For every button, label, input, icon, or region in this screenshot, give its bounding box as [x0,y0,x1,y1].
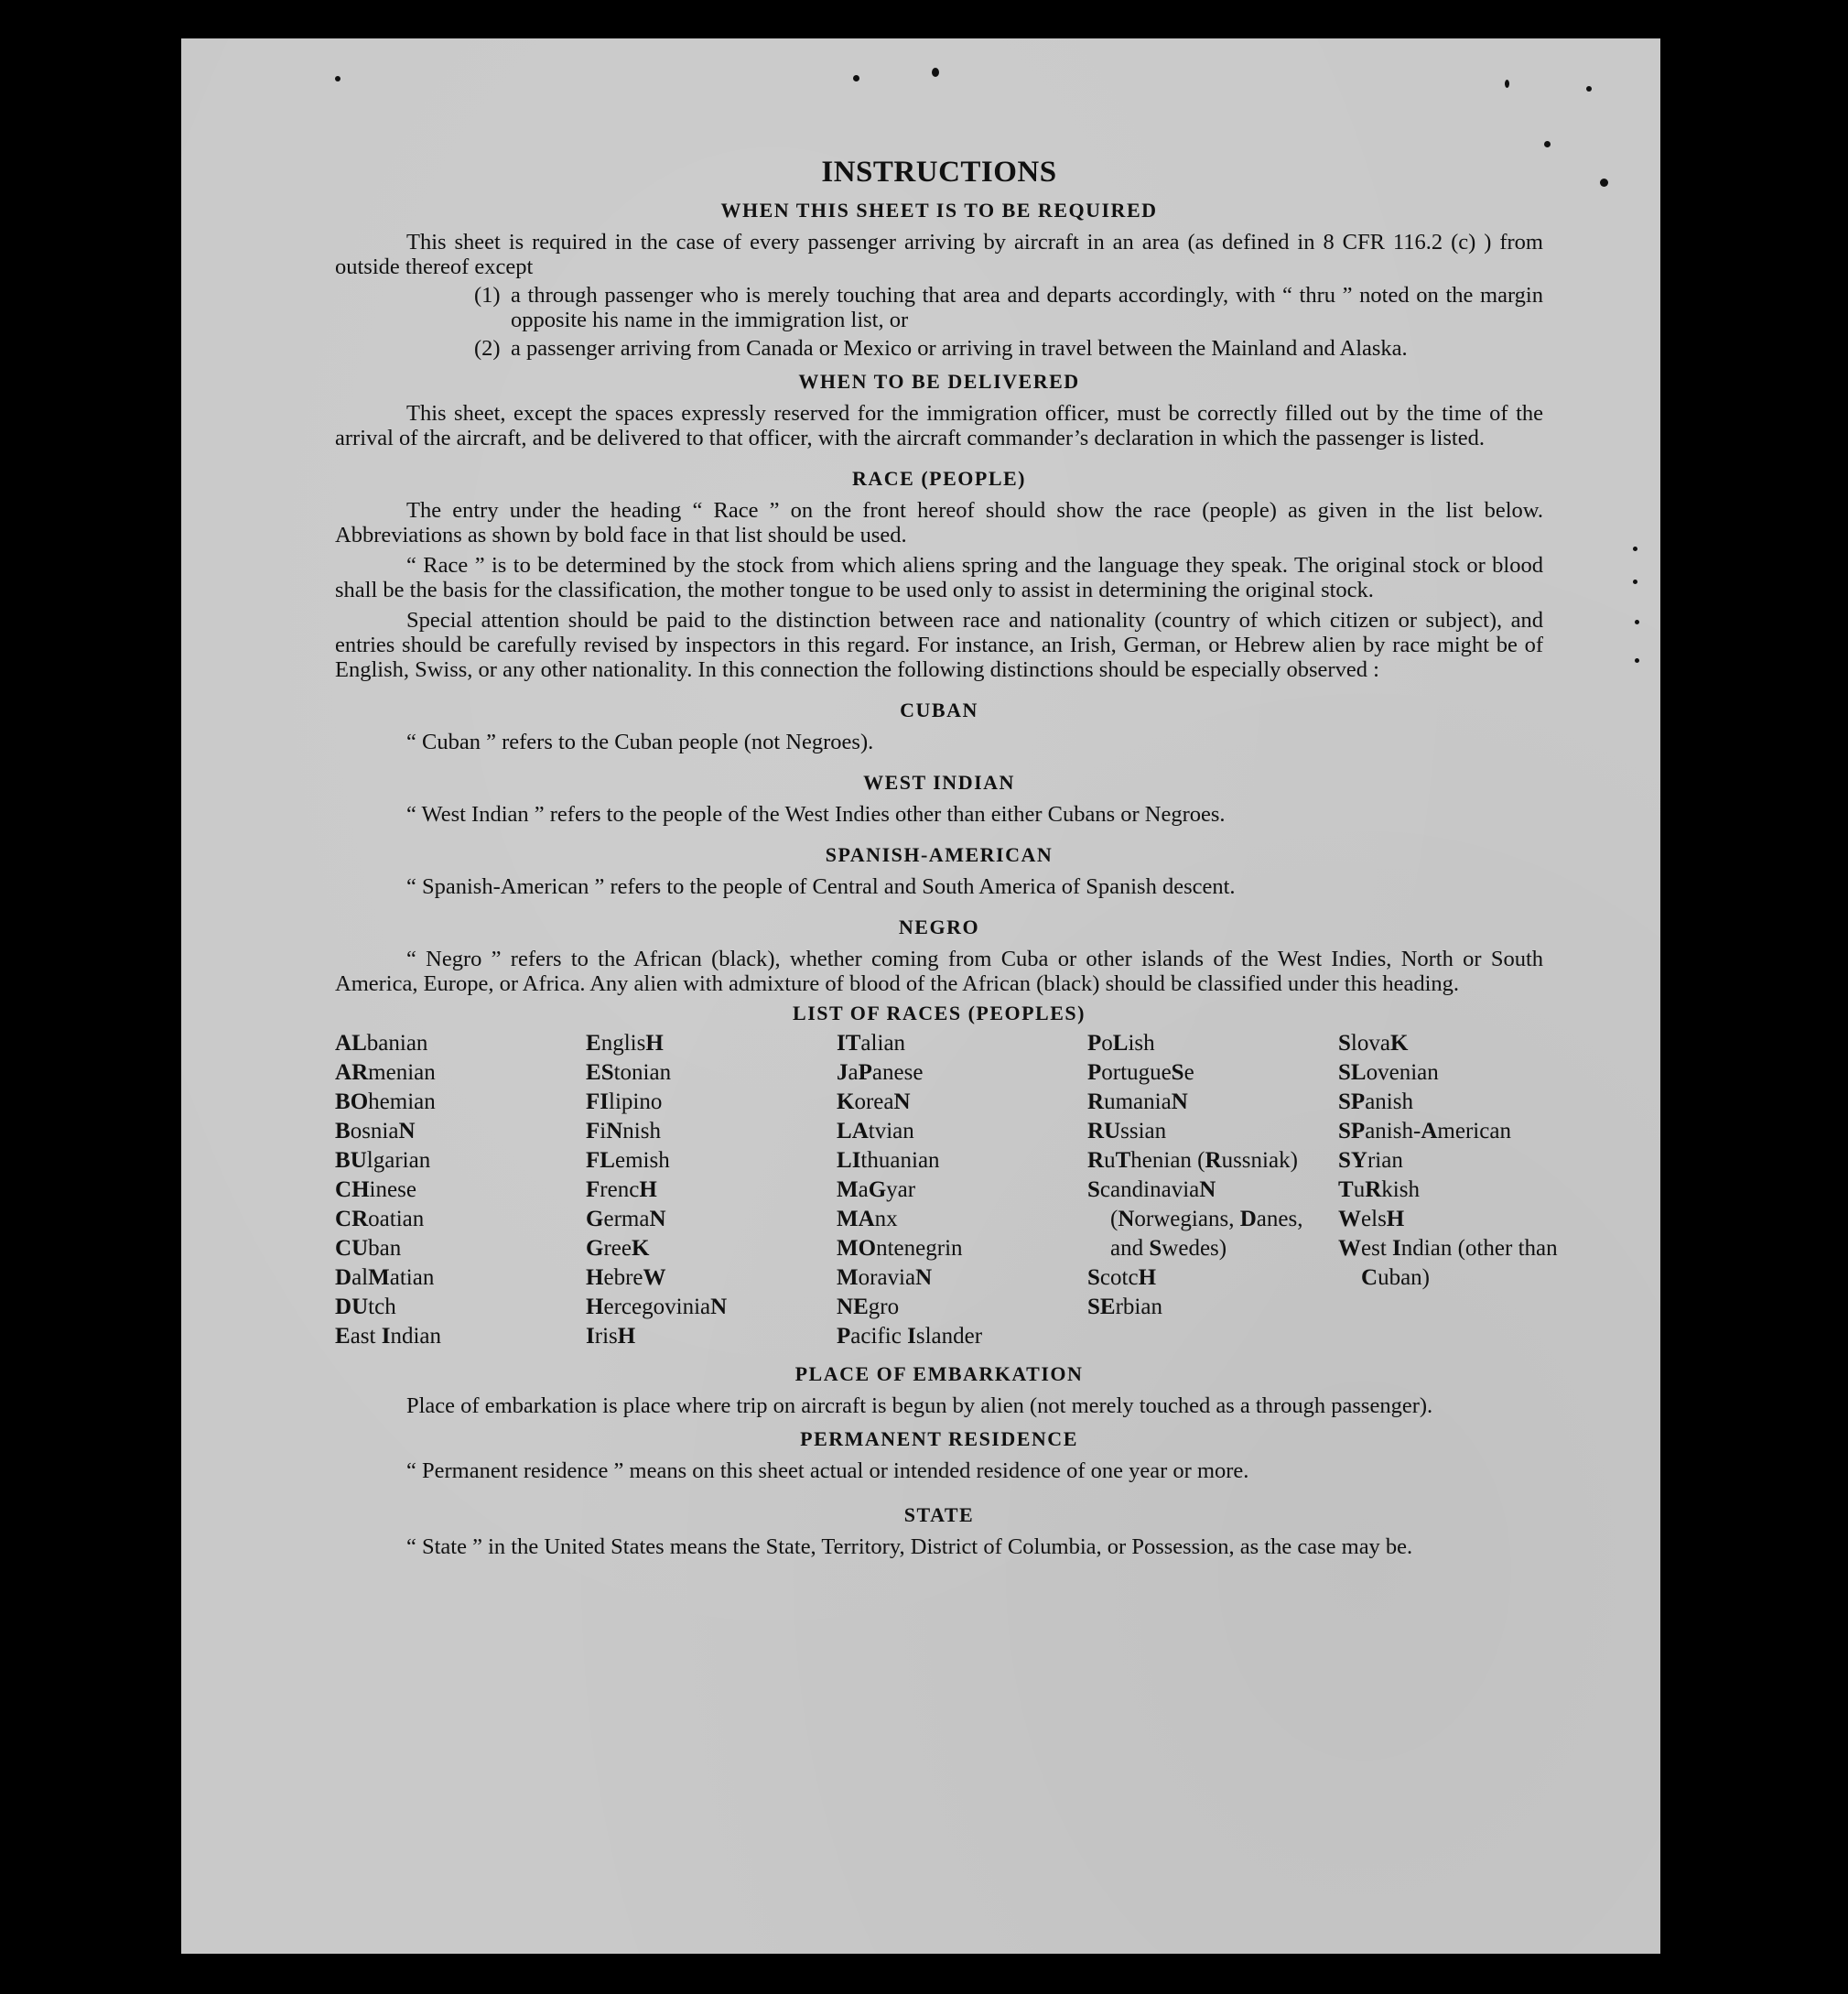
race-entry: RUssian [1087,1119,1167,1143]
ink-speck [1544,141,1551,147]
race-entry: HercegoviniaN [586,1295,728,1319]
paragraph: “ Spanish-American ” refers to the people of Central and South America of Spanish descent. [406,874,1236,899]
ink-speck [1635,658,1639,663]
race-entry: West Indian (other than Cuban) [1338,1236,1558,1290]
race-entry: LAtvian [837,1119,914,1143]
section-heading-race: RACE (PEOPLE) [852,467,1026,490]
races-column [837,1029,1087,1351]
race-entry: HebreW [586,1265,666,1290]
list-item [474,336,1543,361]
race-entry: SPanish [1338,1089,1413,1114]
ink-speck [335,76,340,81]
races-column [1087,1029,1338,1351]
race-entry: CHinese [335,1177,416,1202]
ink-speck [853,75,859,81]
ink-speck [1633,547,1637,551]
list-item [474,283,1543,332]
race-entry: EStonian [586,1060,672,1085]
race-entry: BUlgarian [335,1148,431,1173]
race-entry: GreeK [586,1236,650,1261]
ink-speck [1505,80,1509,88]
paragraph: Special attention should be paid to the distinction between race and nationality (country of which citizen or subject), and entries should be carefully revised by inspectors in this regard. For instance, an Irish, German, or Hebrew alien by race might be of English, Swiss, or any other nationality. In this connection the following distinctions should be especially observed : [335,608,1543,682]
ink-speck [1600,179,1608,187]
race-entry: NEgro [837,1295,900,1319]
document-page [181,38,1660,1954]
list-number: (1) [474,283,501,308]
paragraph: “ West Indian ” refers to the people of the West Indies other than either Cubans or Negroes. [406,802,1226,827]
list-text: a passenger arriving from Canada or Mexico or arriving in travel between the Mainland and Alaska. [511,336,1408,361]
section-heading-spanish-american: SPANISH-AMERICAN [825,843,1054,866]
race-entry: MaGyar [837,1177,916,1202]
race-entry: TuRkish [1338,1177,1420,1202]
section-heading-embarkation: PLACE OF EMBARKATION [794,1362,1084,1385]
list-number: (2) [474,336,501,361]
race-entry: LIthuanian [837,1148,940,1173]
race-entry: ARmenian [335,1060,436,1085]
ink-speck [1586,86,1592,92]
race-entry: RumaniaN [1087,1089,1188,1114]
race-entry: FIlipino [586,1089,663,1114]
paragraph: “ State ” in the United States means the State, Territory, District of Columbia, or Possession, as the case may be. [406,1534,1413,1559]
section-heading-cuban: CUBAN [900,699,978,721]
races-list [335,1029,1558,1351]
paragraph: The entry under the heading “ Race ” on the front hereof should show the race (people) as given in the list below. Abbreviations as shown by bold face in that list should be used. [335,498,1543,547]
paragraph: Place of embarkation is place where trip on aircraft is begun by alien (not merely touched as a through passenger). [406,1393,1433,1418]
race-entry: JaPanese [837,1060,924,1085]
race-entry: ITalian [837,1031,906,1056]
race-entry: ScotcH [1087,1265,1157,1290]
race-entry: PortugueSe [1087,1060,1194,1085]
race-entry: CRoatian [335,1207,425,1231]
race-entry: SPanish-American [1338,1119,1511,1143]
paragraph: This sheet, except the spaces expressly reserved for the immigration officer, must be correctly filled out by the time of the arrival of the aircraft, and be delivered to that officer, with the aircraft commander’s declaration in which the passenger is listed. [335,401,1543,450]
race-entry: SErbian [1087,1295,1162,1319]
race-entry: FLemish [586,1148,670,1173]
section-heading-state: STATE [903,1503,975,1526]
paragraph: “ Race ” is to be determined by the stock from which aliens spring and the language they speak. The original stock or blood shall be the basis for the classification, the mother tongue to be used only to assist in determining the original stock. [335,553,1543,602]
section-heading-required: WHEN THIS SHEET IS TO BE REQUIRED [720,199,1158,222]
race-entry: BosniaN [335,1119,416,1143]
race-entry: DUtch [335,1295,396,1319]
race-entry: DalMatian [335,1265,435,1290]
ink-speck [1633,580,1637,584]
race-entry: SLovenian [1338,1060,1439,1085]
paragraph: This sheet is required in the case of every passenger arriving by aircraft in an area (as defined in 8 CFR 116.2 (c) ) from outside thereof except [335,230,1543,279]
paragraph: “ Permanent residence ” means on this sheet actual or intended residence of one year or more. [406,1458,1249,1483]
list-text: a through passenger who is merely touching that area and departs accordingly, with “ thru ” noted on the margin opposite his name in the immigration list, or [511,283,1543,332]
races-column [586,1029,837,1351]
race-entry: WelsH [1338,1207,1405,1231]
race-entry: MAnx [837,1207,898,1231]
race-entry: FrencH [586,1177,657,1202]
race-entry: PoLish [1087,1031,1155,1056]
page-title: INSTRUCTIONS [821,156,1057,189]
section-heading-delivered: WHEN TO BE DELIVERED [798,370,1080,393]
race-entry: East Indian [335,1324,442,1349]
ink-speck [932,68,939,77]
race-entry: ScandinaviaN (Norwegians, Danes, and Swedes) [1087,1177,1303,1261]
section-heading-races-list: LIST OF RACES (PEOPLES) [793,1002,1086,1024]
races-column [1338,1029,1558,1351]
section-heading-negro: NEGRO [898,916,980,938]
race-entry: EnglisH [586,1031,664,1056]
race-entry: SYrian [1338,1148,1403,1173]
section-heading-west-indian: WEST INDIAN [863,771,1015,794]
race-entry: MOntenegrin [837,1236,963,1261]
race-entry: Pacific Islander [837,1324,983,1349]
race-entry: GermaN [586,1207,666,1231]
race-entry: RuThenian (Russniak) [1087,1148,1298,1173]
race-entry: IrisH [586,1324,636,1349]
paragraph: “ Negro ” refers to the African (black), whether coming from Cuba or other islands of the West Indies, North or South America, Europe, or Africa. Any alien with admixture of blood of the African (black) should be classified under this heading. [335,947,1543,996]
paragraph: “ Cuban ” refers to the Cuban people (not Negroes). [406,730,874,754]
race-entry: MoraviaN [837,1265,933,1290]
race-entry: KoreaN [837,1089,911,1114]
race-entry: FiNnish [586,1119,661,1143]
race-entry: ALbanian [335,1031,428,1056]
races-column [335,1029,586,1351]
race-entry: BOhemian [335,1089,436,1114]
race-entry: SlovaK [1338,1031,1409,1056]
section-heading-residence: PERMANENT RESIDENCE [800,1427,1078,1450]
ink-speck [1635,620,1639,624]
race-entry: CUban [335,1236,402,1261]
instructions-content [335,156,1558,1559]
